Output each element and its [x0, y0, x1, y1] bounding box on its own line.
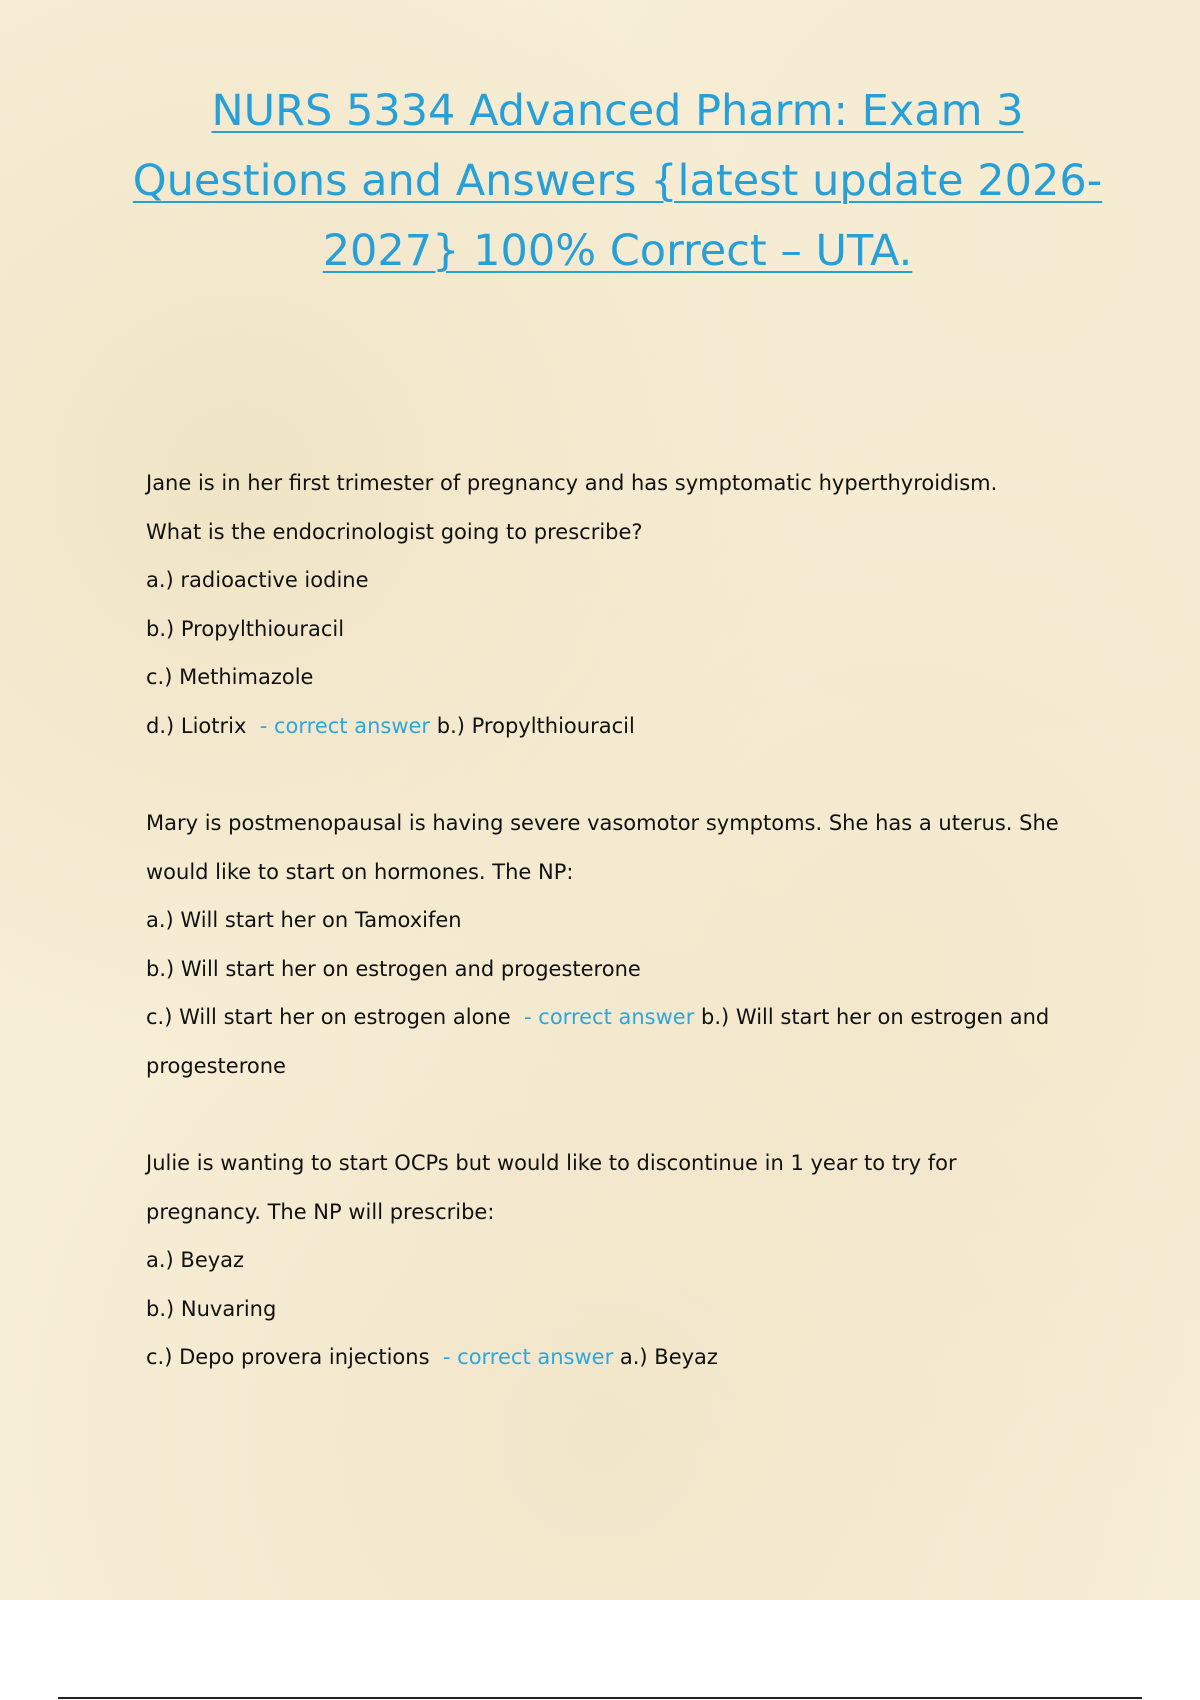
footer-divider — [58, 1697, 1142, 1699]
correct-answer-continuation: progesterone — [146, 1053, 286, 1078]
question-2 — [146, 799, 1106, 1090]
answer-option: b.) Will start her on estrogen and progesterone — [146, 956, 641, 981]
question-3 — [146, 1139, 1106, 1382]
answer-option: c.) Will start her on estrogen alone — [146, 1005, 511, 1029]
correct-answer-text: a.) Beyaz — [619, 1345, 718, 1369]
answer-option-with-answer — [146, 1333, 1106, 1382]
question-stem-line: Jane is in her first trimester of pregnancy and has symptomatic hyperthyroidism. — [146, 471, 998, 495]
correct-answer-label: - correct answer — [442, 1345, 614, 1369]
question-stem-line: would like to start on hormones. The NP: — [146, 859, 574, 884]
correct-answer-text: b.) Propylthiouracil — [436, 713, 635, 738]
answer-option-with-answer — [146, 702, 1106, 751]
answer-option: a.) Beyaz — [146, 1248, 245, 1272]
question-stem-line: What is the endocrinologist going to prescribe? — [146, 519, 643, 544]
question-1 — [146, 459, 1106, 750]
answer-option: c.) Depo provera injections — [146, 1345, 430, 1369]
answer-option: a.) Will start her on Tamoxifen — [146, 908, 462, 932]
question-stem-line: Julie is wanting to start OCPs but would like to discontinue in 1 year to try for — [146, 1151, 957, 1175]
answer-option: a.) radioactive iodine — [146, 568, 369, 592]
question-stem-line: Mary is postmenopausal is having severe vasomotor symptoms. She has a uterus. She — [146, 811, 1059, 835]
document-title[interactable]: NURS 5334 Advanced Pharm: Exam 3 Questions and Answers {latest update 2026-2027} 100% Correct – UTA. — [132, 86, 1103, 276]
answer-option: b.) Nuvaring — [146, 1296, 277, 1321]
answer-option: c.) Methimazole — [146, 665, 314, 689]
answer-option: d.) Liotrix — [146, 713, 247, 738]
answer-option: b.) Propylthiouracil — [146, 616, 345, 641]
correct-answer-text: b.) Will start her on estrogen and — [701, 1005, 1050, 1029]
question-list — [146, 459, 1106, 1431]
correct-answer-label: - correct answer — [259, 713, 431, 738]
question-stem-line: pregnancy. The NP will prescribe: — [146, 1199, 495, 1224]
answer-option-with-answer — [146, 993, 1106, 1042]
correct-answer-label: - correct answer — [524, 1005, 695, 1029]
